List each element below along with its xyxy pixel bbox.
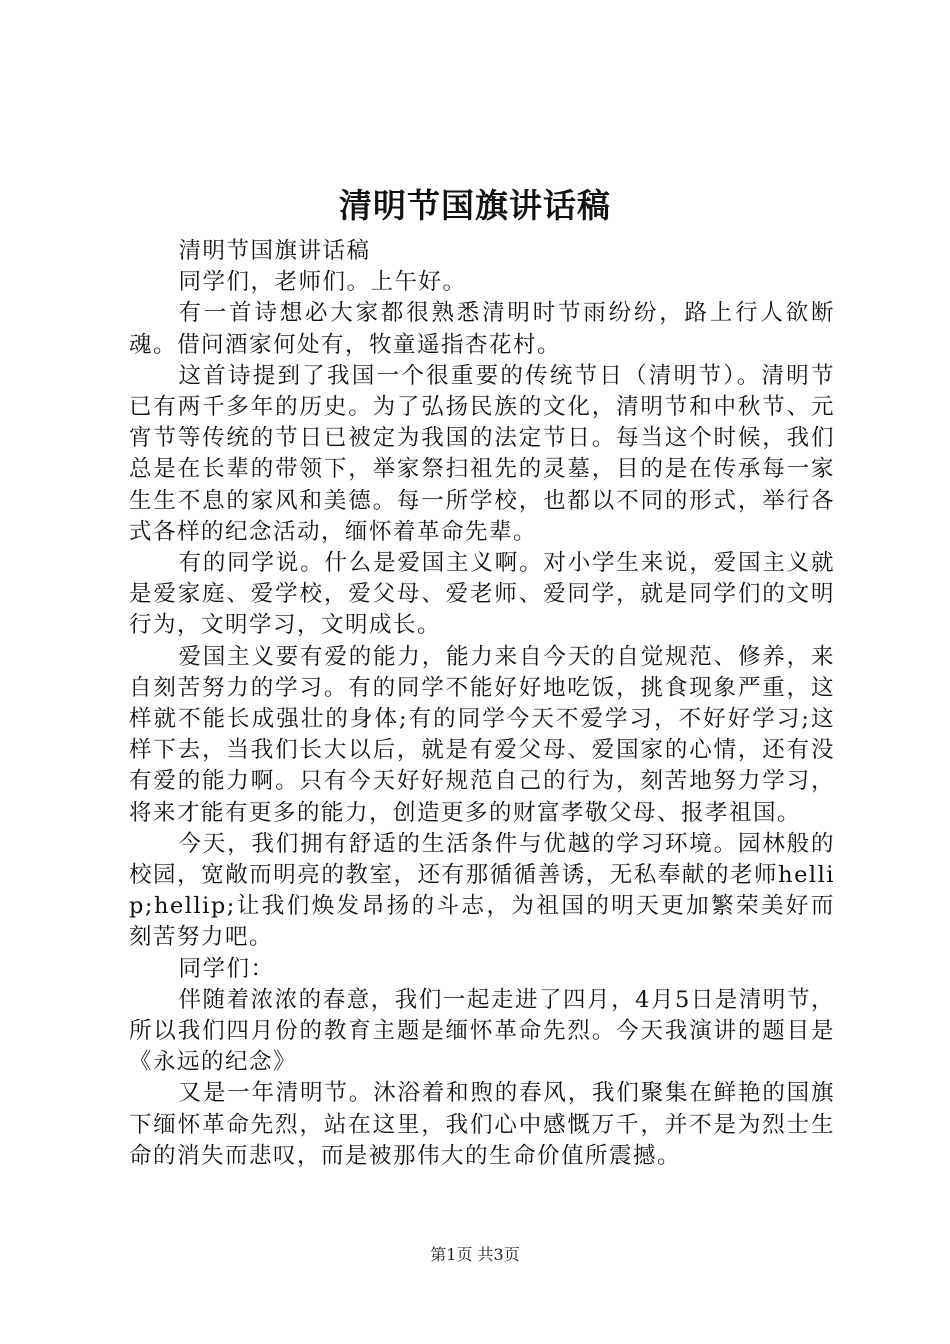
document-body [129,236,835,1172]
paragraph-environment: 今天，我们拥有舒适的生活条件与优越的学习环境。园林般的校园，宽敞而明亮的教室，还有那循循善诱，无私奉献的老师hellip;hellip;让我们焕发昂扬的斗志，为祖国的明天更加繁荣美好而刻苦努力吧。 [129,830,835,951]
paragraph-patriotism-definition: 有的同学说。什么是爱国主义啊。对小学生来说，爱国主义就是爱家庭、爱学校，爱父母、爱老师、爱同学，就是同学们的文明行为，文明学习，文明成长。 [129,550,835,639]
paragraph-address-students: 同学们： [178,955,275,982]
paragraph-april-theme: 伴随着浓浓的春意，我们一起走进了四月，4月5日是清明节，所以我们四月份的教育主题是缅怀革命先烈。今天我演讲的题目是《永远的纪念》 [129,986,835,1076]
paragraph-subtitle: 清明节国旗讲话稿 [178,238,371,264]
page-number-footer: 第1页 共3页 [430,1245,520,1264]
paragraph-poem: 有一首诗想必大家都很熟悉清明时节雨纷纷，路上行人欲断魂。借问酒家何处有，牧童遥指杏花村。 [129,300,835,358]
document-title: 清明节国旗讲话稿 [339,186,611,225]
paragraph-qingming-again: 又是一年清明节。沐浴着和煦的春风，我们聚集在鲜艳的国旗下缅怀革命先烈，站在这里，我们心中感慨万千，并不是为烈士生命的消失而悲叹，而是被那伟大的生命价值所震撼。 [129,1080,835,1169]
paragraph-festival-history: 这首诗提到了我国一个很重要的传统节日（清明节）。清明节已有两千多年的历史。为了弘扬民族的文化，清明节和中秋节、元宵节等传统的节日已被定为我国的法定节日。每当这个时候，我们总是在长辈的带领下，举家祭扫祖先的灵墓，目的是在传承每一家生生不息的家风和美德。每一所学校，也都以不同的形式，举行各式各样的纪念活动，缅怀着革命先辈。 [129,362,835,545]
paragraph-ability-to-love: 爱国主义要有爱的能力，能力来自今天的自觉规范、修养，来自刻苦努力的学习。有的同学不能好好地吃饭，挑食现象严重，这样就不能长成强壮的身体;有的同学今天不爱学习，不好好学习;这样下去，当我们长大以后，就是有爱父母、爱国家的心情，还有没有爱的能力啊。只有今天好好规范自己的行为，刻苦地努力学习，将来才能有更多的能力，创造更多的财富孝敬父母、报孝祖国。 [129,643,835,826]
paragraph-greeting: 同学们，老师们。上午好。 [178,269,467,296]
